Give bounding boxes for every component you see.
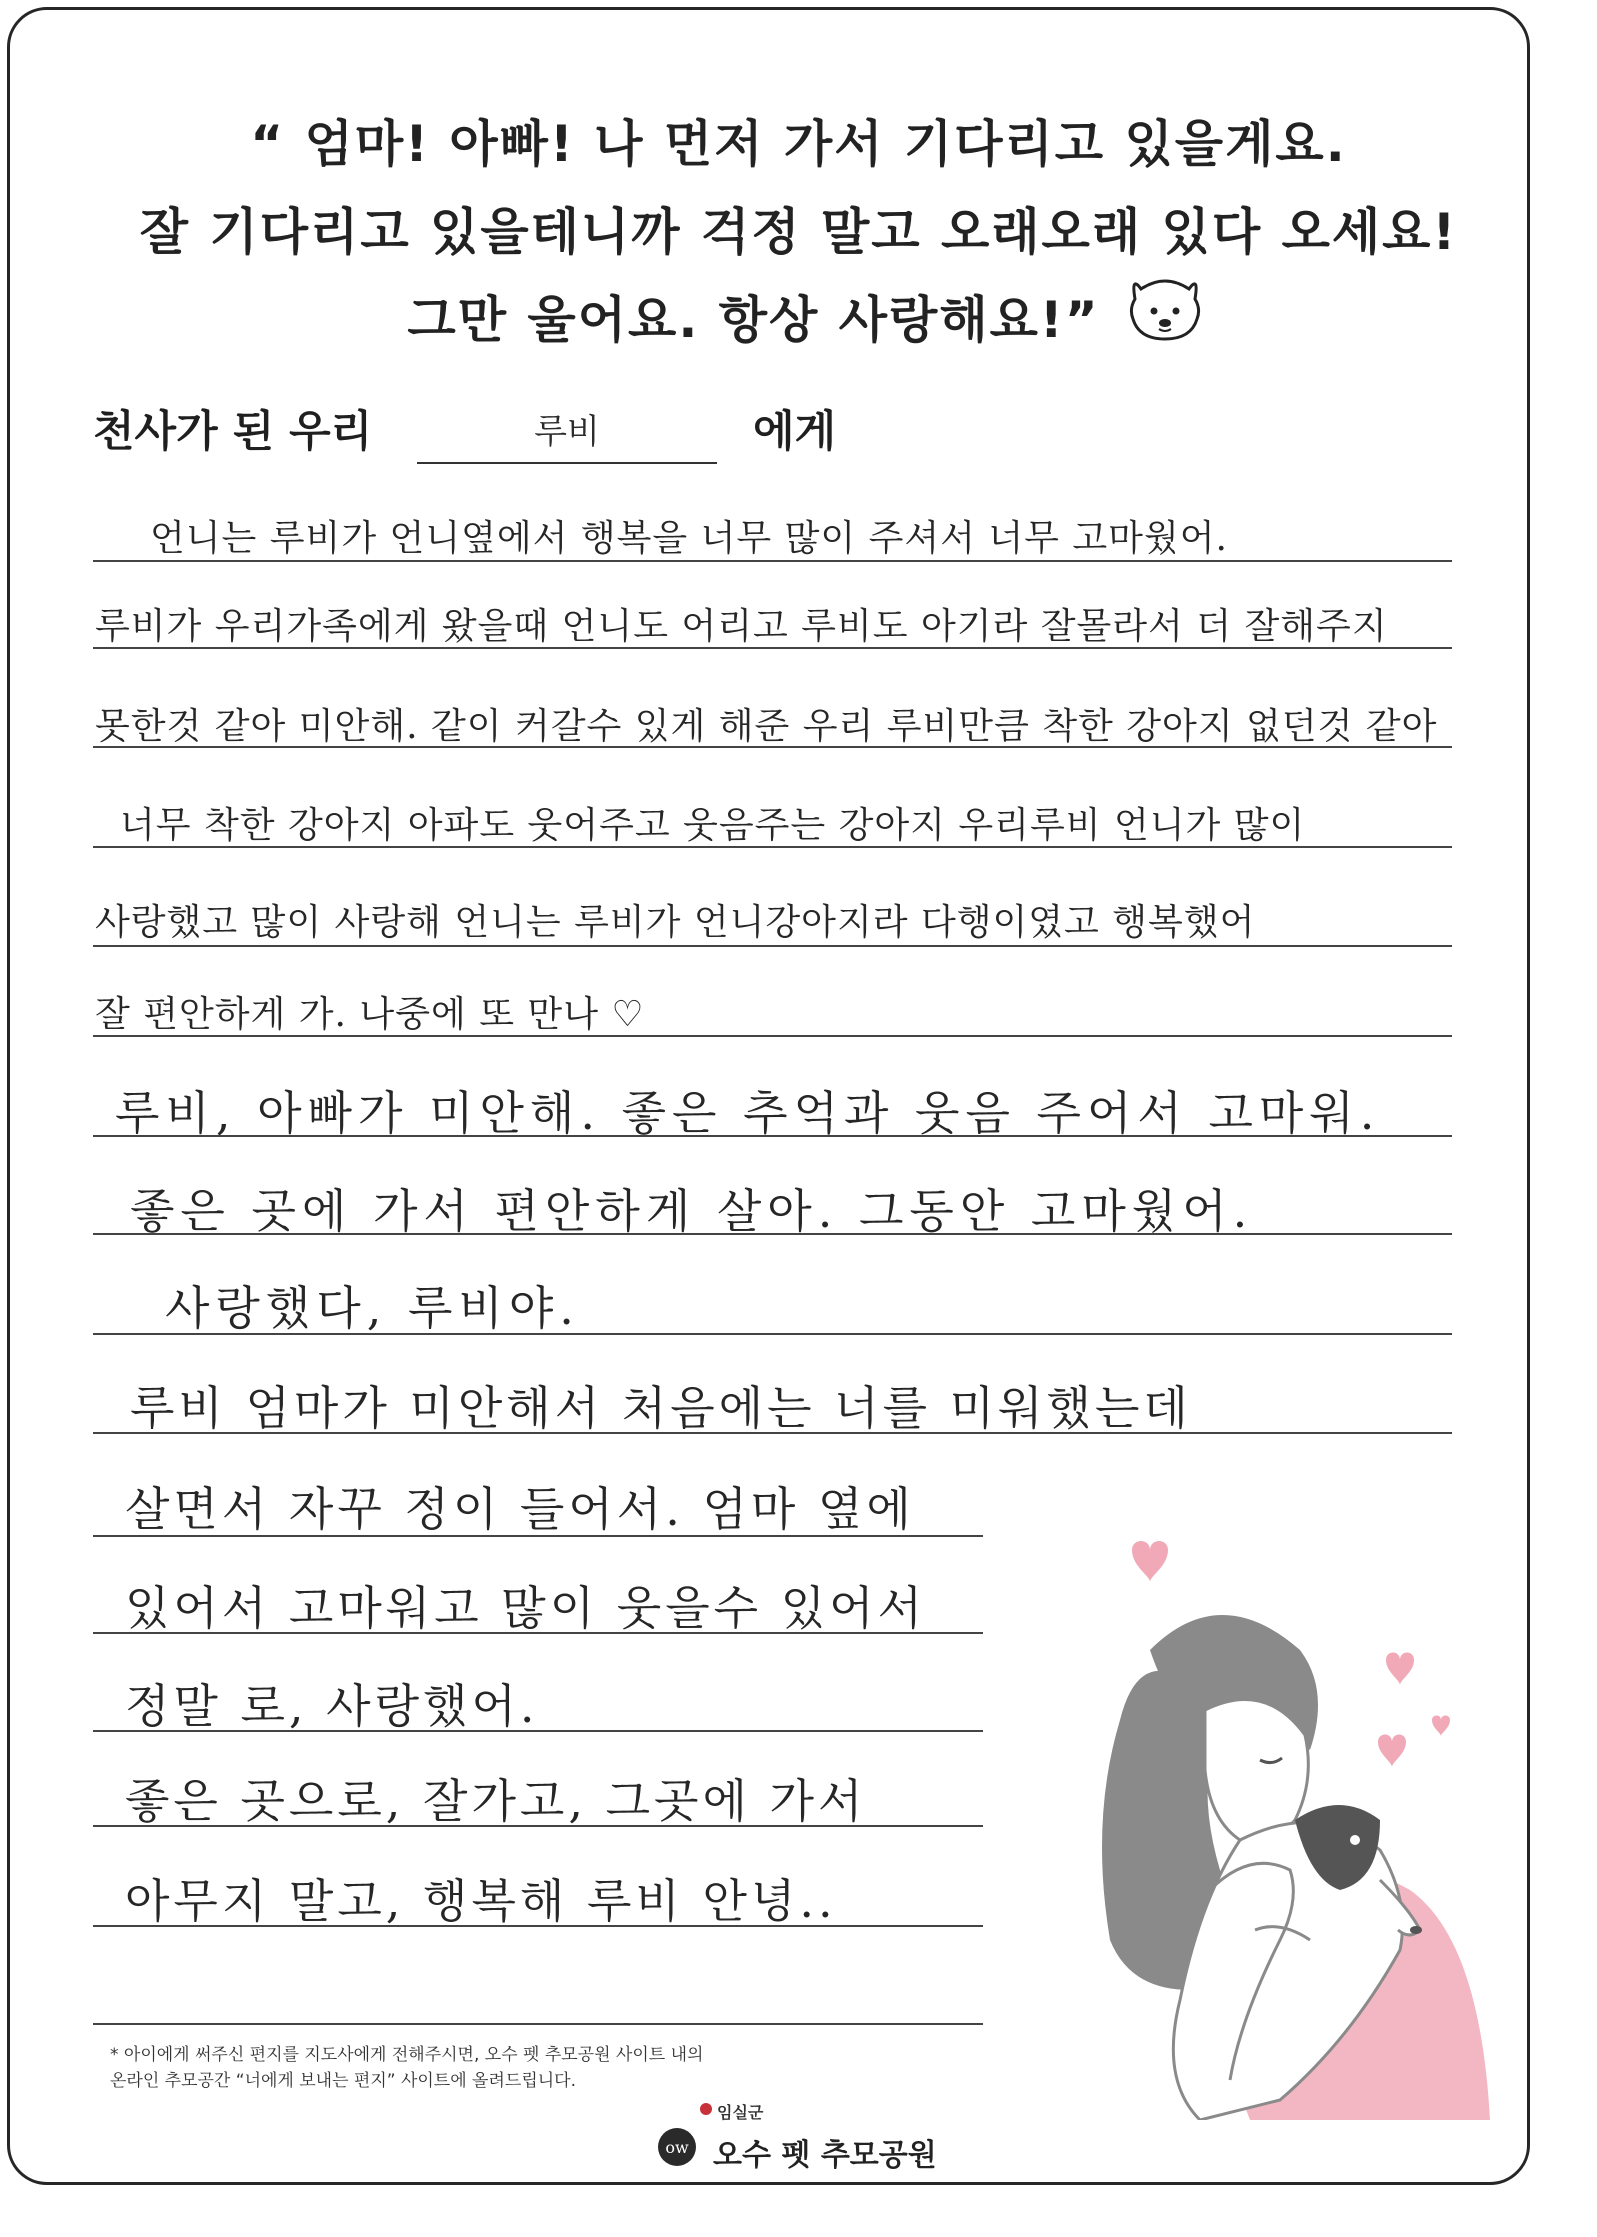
letter-line: 못한것 같아 미안해. 같이 커갈수 있게 해준 우리 루비만큼 착한 강아지 없던것 같아 [95,706,1438,747]
letter-line: 있어서 고마워고 많이 웃을수 있어서 [125,1581,927,1635]
letter-line: 너무 착한 강아지 아파도 웃어주고 웃음주는 강아지 우리루비 언니가 많이 [120,805,1306,846]
footnote-line-2: 온라인 추모공간 “너에게 보내는 편지” 사이트에 올려드립니다. [110,2071,576,2091]
salutation-prefix: 천사가 된 우리 [93,407,373,457]
heart-icon [1132,1541,1168,1582]
letter-line: 정말 로, 사랑했어. [125,1679,539,1733]
ruled-line [93,2023,983,2025]
footnote-line-1: * 아이에게 써주신 편지를 지도사에게 전해주시면, 오수 펫 추모공원 사이트 내의 [110,2045,704,2065]
letter-line: 살면서 자꾸 정이 들어서. 엄마 옆에 [125,1482,915,1536]
letter-line: 루비가 우리가족에게 왔을때 언니도 어리고 루비도 아기라 잘몰라서 더 잘해주지 [95,606,1388,647]
letter-line: 언니는 루비가 언니옆에서 행복을 너무 많이 주셔서 너무 고마웠어. [150,518,1228,559]
salutation-suffix: 에게 [753,407,837,457]
dog-face-icon [1127,273,1203,343]
brand-subtitle: 임실군 [717,2103,764,2122]
brand [657,2100,937,2173]
header-quote [0,100,1597,364]
letter-line: 사랑했고 많이 사랑해 언니는 루비가 언니강아지라 다행이였고 행복했어 [95,902,1256,943]
brand-logo-icon [657,2127,697,2167]
pet-name: 루비 [534,412,600,452]
heart-icon [1432,1716,1450,1737]
pet-hug-illustration [1080,1520,1500,2120]
quote-line-2: 잘 기다리고 있을테니까 걱정 말고 오래오래 있다 오세요! [139,203,1458,261]
heart-icon [1378,1735,1406,1768]
svg-text:ow: ow [665,2138,689,2157]
brand-mark-icon [699,2102,713,2116]
letter-line: 루비, 아빠가 미안해. 좋은 추억과 웃음 주어서 고마워. [115,1086,1381,1140]
brand-name: 오수 펫 추모공원 [713,2138,937,2173]
ruled-line [93,945,1452,947]
letter-line: 사랑했다, 루비야. [165,1281,580,1335]
letter-line: 아무지 말고, 행복해 루비 안녕.. [125,1874,837,1928]
footnote [110,2042,703,2094]
letter-line: 루비 엄마가 미안해서 처음에는 너를 미워했는데 [130,1381,1192,1435]
pet-name-field [417,398,717,464]
heart-icon [1386,1653,1414,1686]
quote-line-3: 그만 울어요. 항상 사랑해요!” [407,291,1100,349]
quote-line-1: “ 엄마! 아빠! 나 먼저 가서 기다리고 있을게요. [250,115,1347,173]
letter-line: 잘 편안하게 가. 나중에 또 만나 ♡ [95,994,645,1035]
letter-line: 좋은 곳에 가서 편안하게 살아. 그동안 고마웠어. [130,1184,1254,1238]
letter-line: 좋은 곳으로, 잘가고, 그곳에 가서 [125,1774,867,1828]
